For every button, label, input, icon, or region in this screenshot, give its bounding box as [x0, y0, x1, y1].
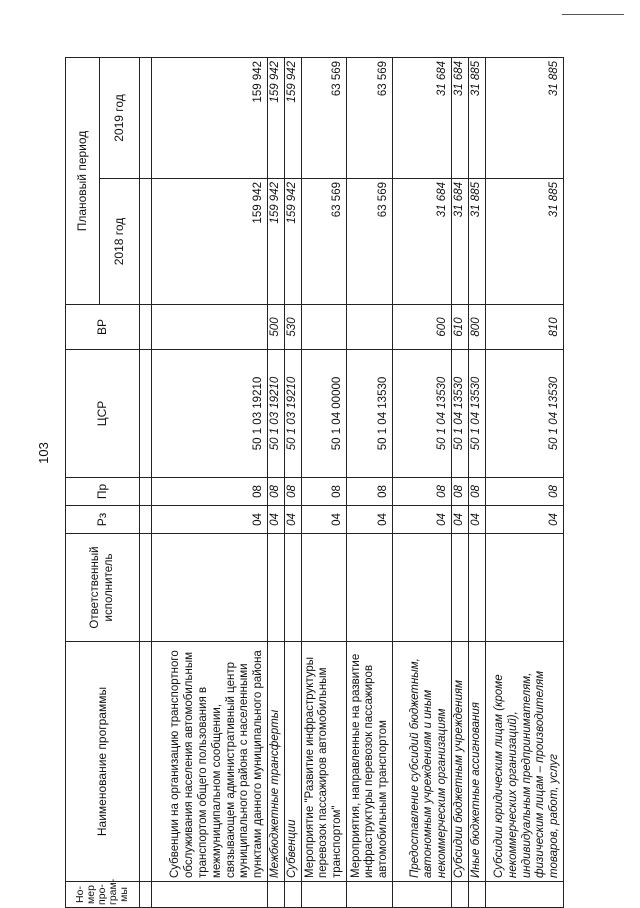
header-year-2019: 2019 год [100, 57, 140, 178]
cell-2018: 63 569 [302, 179, 347, 305]
cell-rz: 04 [285, 506, 302, 534]
cell-vr: 600 [393, 305, 452, 350]
cell-csr: 50 1 04 13530 [347, 350, 393, 478]
cell-name: Субсидии бюджетным учреждениям [452, 642, 469, 882]
table-row [486, 57, 564, 907]
cell-2018: 31 684 [393, 179, 452, 305]
header-program-name: Наименование программы [66, 642, 140, 882]
cell-vr: 530 [285, 305, 302, 350]
table-row [268, 57, 285, 907]
cell-pr: 08 [347, 478, 393, 506]
cell-csr: 50 1 04 13530 [486, 350, 564, 478]
table-row [285, 57, 302, 907]
table-row [469, 57, 486, 907]
cell-2018: 31 885 [469, 179, 486, 305]
header-responsible: Ответственный исполнитель [66, 534, 140, 642]
header-planned-period: Плановый период [66, 57, 100, 304]
cell-2019: 31 684 [452, 57, 469, 178]
cell-pr: 08 [285, 478, 302, 506]
table-row [302, 57, 347, 907]
budget-table [65, 57, 564, 908]
cell-2019: 31 885 [469, 57, 486, 178]
cell-name: Мероприятие "Развитие инфраструктуры перевозок пассажиров автомобильным транспортом" [302, 642, 347, 882]
cell-2019: 31 885 [486, 57, 564, 178]
cell-csr: 50 1 04 13530 [393, 350, 452, 478]
cell-csr: 50 1 03 19210 [268, 350, 285, 478]
cell-2019: 159 942 [268, 57, 285, 178]
header-csr: ЦСР [66, 350, 140, 478]
header-rz: Рз [66, 506, 140, 534]
cell-rz: 04 [452, 506, 469, 534]
cell-name: Мероприятия, направленные на развитие инфраструктуры перевозок пассажиров автомобильным транспортом [347, 642, 393, 882]
cell-pr: 08 [393, 478, 452, 506]
cell-pr: 08 [268, 478, 285, 506]
cell-name: Субвенции на организацию транспортного обслуживания населения автомобильным транспортом общего пользования в межмуниципальном сообщении, связывающем административный центр муниципального района с населенными пунктами данного муниципального района [152, 642, 268, 882]
cell-csr: 50 1 03 19210 [285, 350, 302, 478]
header-program-number: Но-мер про-грам-мы [66, 882, 140, 908]
cell-vr [302, 305, 347, 350]
corner-rule [562, 14, 624, 15]
cell-2019: 159 942 [285, 57, 302, 178]
cell-rz: 04 [152, 506, 268, 534]
cell-pr: 08 [302, 478, 347, 506]
table-row [393, 57, 452, 907]
cell-vr [152, 305, 268, 350]
cell-vr: 810 [486, 305, 564, 350]
cell-rz: 04 [302, 506, 347, 534]
cell-pr: 08 [469, 478, 486, 506]
cell-csr: 50 1 03 19210 [152, 350, 268, 478]
cell-2018: 63 569 [347, 179, 393, 305]
cell-vr: 800 [469, 305, 486, 350]
cell-name: Субсидии юридическим лицам (кроме некоммерческих организаций), индивидуальным предпринимателям, физическим лицам – производителям товаров, работ, услуг [486, 642, 564, 882]
cell-vr: 610 [452, 305, 469, 350]
cell-2019: 159 942 [152, 57, 268, 178]
budget-table-rotated [65, 58, 575, 908]
cell-csr: 50 1 04 00000 [302, 350, 347, 478]
cell-rz: 04 [393, 506, 452, 534]
cell-2018: 159 942 [285, 179, 302, 305]
header-vr: ВР [66, 305, 140, 350]
cell-rz: 04 [347, 506, 393, 534]
cell-rz: 04 [486, 506, 564, 534]
cell-2019: 31 684 [393, 57, 452, 178]
cell-rz: 04 [469, 506, 486, 534]
cell-2018: 31 684 [452, 179, 469, 305]
cell-name: Межбюджетные трансферты [268, 642, 285, 882]
cell-vr [347, 305, 393, 350]
cell-2018: 159 942 [152, 179, 268, 305]
page-number: 103 [36, 442, 51, 464]
cell-name: Иные бюджетные ассигнования [469, 642, 486, 882]
cell-rz: 04 [268, 506, 285, 534]
cell-name: Субвенции [285, 642, 302, 882]
table-row [452, 57, 469, 907]
header-pr: Пр [66, 478, 140, 506]
cell-2019: 63 569 [347, 57, 393, 178]
cell-csr: 50 1 04 13530 [452, 350, 469, 478]
table-row [152, 57, 268, 907]
cell-pr: 08 [452, 478, 469, 506]
cell-csr: 50 1 04 13530 [469, 350, 486, 478]
table-row [347, 57, 393, 907]
cell-2018: 159 942 [268, 179, 285, 305]
header-year-2018: 2018 год [100, 179, 140, 305]
cell-pr: 08 [486, 478, 564, 506]
cell-name: Предоставление субсидий бюджетным, автономным учреждениям и иным некоммерческим организациям [393, 642, 452, 882]
cell-pr: 08 [152, 478, 268, 506]
cell-2019: 63 569 [302, 57, 347, 178]
cell-vr: 500 [268, 305, 285, 350]
cell-2018: 31 885 [486, 179, 564, 305]
